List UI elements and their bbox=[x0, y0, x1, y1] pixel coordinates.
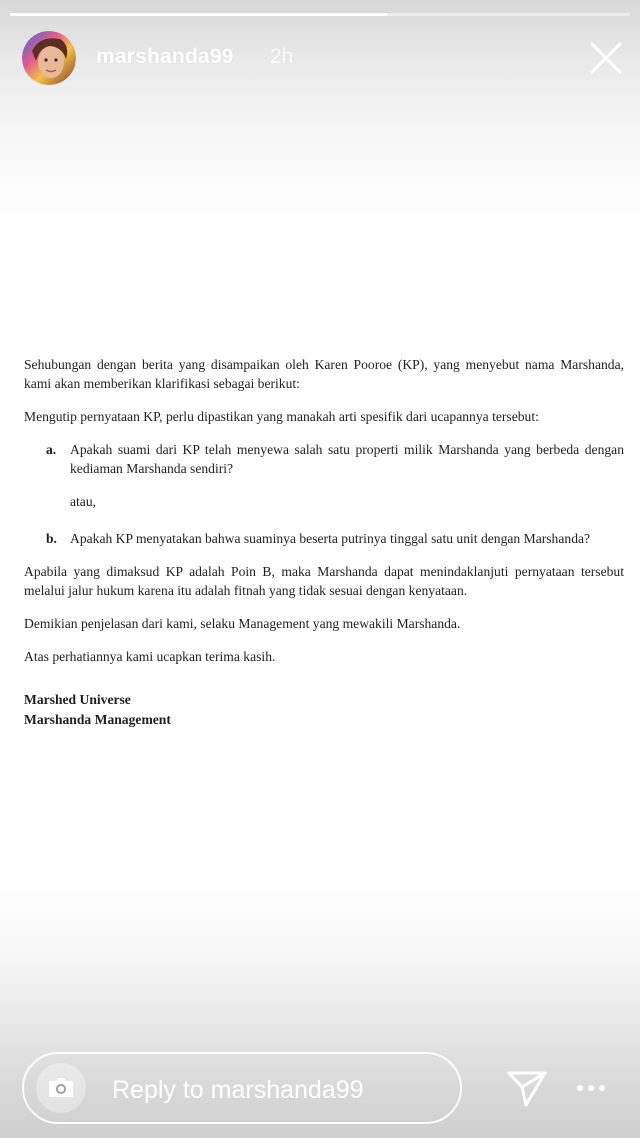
letter-intro: Sehubungan dengan berita yang disampaikan oleh Karen Pooroe (KP), yang menyebut nama Marshanda, kami akan memberikan klarifikasi sebagai berikut: bbox=[24, 357, 624, 391]
item-b-marker: b. bbox=[46, 531, 57, 546]
avatar[interactable] bbox=[22, 31, 76, 85]
item-a-marker: a. bbox=[46, 442, 57, 457]
letter-item-a bbox=[24, 440, 624, 478]
reply-bar bbox=[22, 1052, 462, 1124]
story-progress-fill bbox=[10, 13, 388, 16]
letter-quote-line: Mengutip pernyataan KP, perlu dipastikan yang manakah arti spesifik dari ucapannya tersebut: bbox=[24, 409, 539, 424]
story-progress-bar bbox=[10, 13, 630, 16]
item-b-text: Apakah KP menyatakan bahwa suaminya beserta putrinya tinggal satu unit dengan Marshanda? bbox=[70, 531, 591, 546]
more-icon[interactable] bbox=[574, 1078, 608, 1098]
signature-line-1: Marshed Universe bbox=[24, 692, 131, 707]
send-icon[interactable] bbox=[505, 1068, 549, 1108]
reply-input[interactable] bbox=[110, 1072, 444, 1108]
camera-icon[interactable] bbox=[36, 1063, 86, 1113]
letter-point-b: Apabila yang dimaksud KP adalah Poin B, maka Marshanda dapat menindaklanjuti pernyataan tersebut melalui jalur hukum karena itu adalah fitnah yang tidak sesuai dengan kenyataan. bbox=[24, 564, 624, 598]
clarification-letter bbox=[24, 355, 624, 730]
signature-line-2: Marshanda Management bbox=[24, 712, 171, 727]
story-timestamp: 2h bbox=[270, 45, 294, 68]
close-icon[interactable] bbox=[588, 40, 624, 76]
letter-thanks: Atas perhatiannya kami ucapkan terima kasih. bbox=[24, 649, 276, 664]
letter-or-text: atau, bbox=[70, 494, 97, 509]
letter-signature bbox=[24, 690, 624, 730]
letter-item-b bbox=[24, 529, 624, 548]
item-a-text: Apakah suami dari KP telah menyewa salah satu properti milik Marshanda yang berbeda dengan kediaman Marshanda sendiri? bbox=[70, 442, 624, 476]
story-username[interactable]: marshanda99 bbox=[96, 45, 234, 68]
letter-explanation: Demikian penjelasan dari kami, selaku Management yang mewakili Marshanda. bbox=[24, 616, 461, 631]
